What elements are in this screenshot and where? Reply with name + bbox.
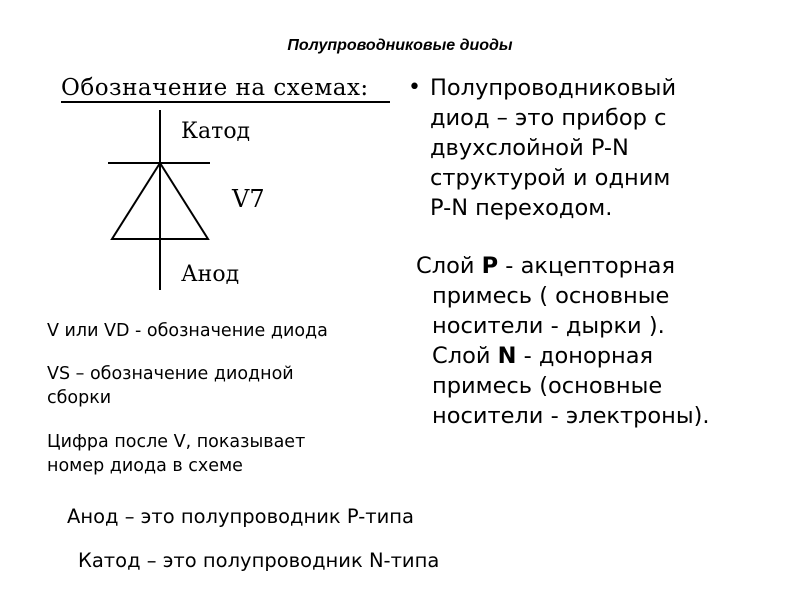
anode-label: Анод — [181, 262, 240, 287]
layer-line: носители - дырки ). — [432, 313, 665, 339]
definition-line: двухслойной P-N — [430, 135, 629, 161]
bullet-icon: • — [408, 75, 421, 100]
reference-designator: V7 — [232, 185, 265, 213]
definition-line: диод – это прибор с — [430, 105, 667, 131]
p-letter: P — [481, 253, 499, 279]
layer-line: носители - электроны). — [432, 403, 710, 429]
note-line: номер диода в схеме — [47, 456, 243, 476]
definition-line: структурой и одним — [430, 165, 671, 191]
n-letter: N — [497, 343, 517, 369]
layer-n-line: Слой N - донорная — [432, 343, 654, 369]
anode-definition: Анод – это полупроводник P-типа — [67, 505, 414, 528]
note-line: сборки — [47, 388, 112, 408]
note-line: Цифра после V, показывает — [47, 432, 306, 452]
note-designation: V или VD - обозначение диода — [47, 321, 328, 341]
cathode-label: Катод — [181, 119, 251, 144]
note-line: VS – обозначение диодной — [47, 364, 294, 384]
note-number — [47, 430, 305, 478]
diagram-heading: Обозначение на схемах: — [61, 75, 369, 101]
layer-line: примесь (основные — [432, 373, 663, 399]
heading-underline — [61, 101, 390, 103]
layer-line: примесь ( основные — [432, 283, 670, 309]
layer-description — [416, 251, 796, 431]
definition-line: Полупроводниковый — [430, 75, 677, 101]
definition-lines — [430, 73, 676, 223]
note-assembly — [47, 362, 294, 410]
layer-p-line: Слой P - акцепторная — [416, 253, 675, 279]
definition-line: P-N переходом. — [430, 195, 613, 221]
slide-title: Полупроводниковые диоды — [287, 37, 513, 54]
cathode-definition: Катод – это полупроводник N-типа — [78, 549, 440, 572]
